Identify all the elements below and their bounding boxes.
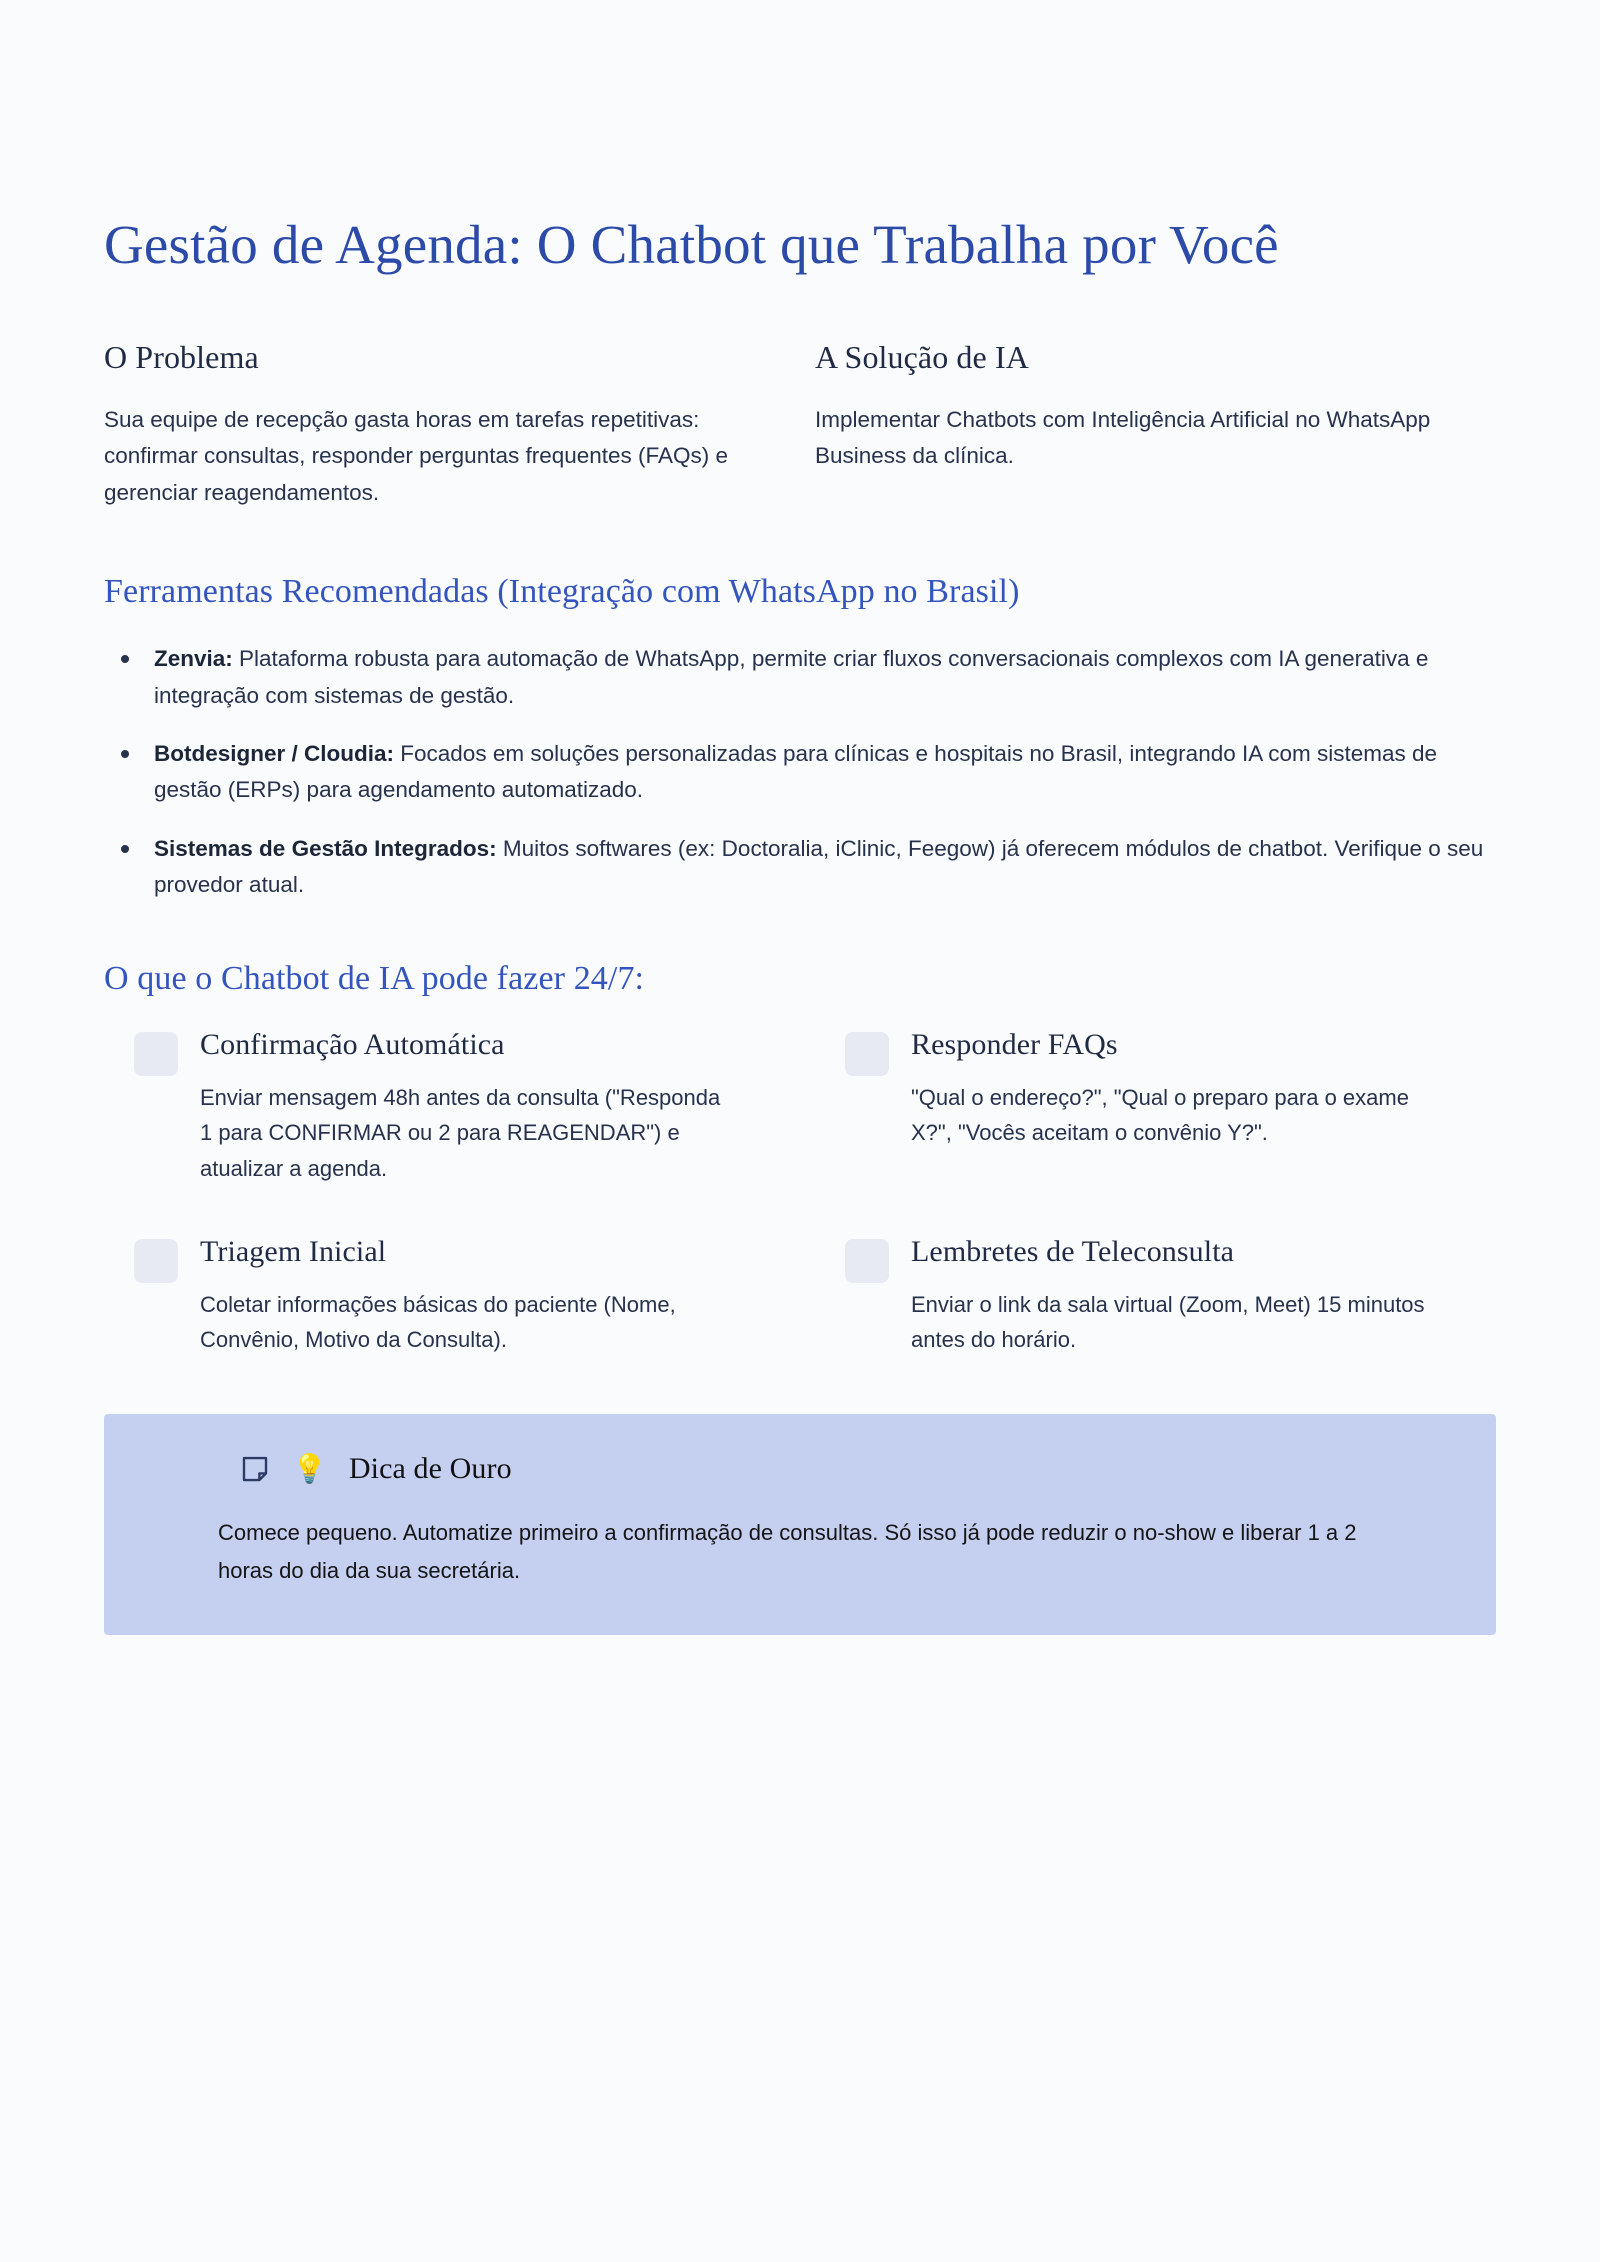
problem-text: Sua equipe de recepção gasta horas em tarefas repetitivas: confirmar consultas, responder perguntas frequentes (FAQs) e gerenciar reagendamentos.	[104, 406, 729, 505]
tools-list	[104, 641, 1496, 904]
capability-card	[104, 1028, 729, 1187]
placeholder-square-icon	[134, 1239, 178, 1283]
bullet-point-icon	[121, 845, 129, 853]
capability-card	[815, 1235, 1440, 1358]
capability-card-title: Lembretes de Teleconsulta	[911, 1234, 1235, 1268]
solution-heading: A Solução de IA	[815, 338, 1029, 375]
tool-description: Plataforma robusta para automação de WhatsApp, permite criar fluxos conversacionais complexos com IA generativa e integração com sistemas de gestão.	[154, 646, 1429, 708]
solution-text: Implementar Chatbots com Inteligência Artificial no WhatsApp Business da clínica.	[815, 406, 1431, 469]
placeholder-square-icon	[134, 1032, 178, 1076]
page-title: Gestão de Agenda: O Chatbot que Trabalha por Você	[104, 214, 1279, 275]
tool-name: Sistemas de Gestão Integrados:	[154, 835, 497, 861]
tip-callout-header	[48, 1452, 1456, 1486]
tools-section-heading: Ferramentas Recomendadas (Integração com WhatsApp no Brasil)	[104, 573, 1020, 611]
bullet-point-icon	[121, 655, 129, 663]
problem-column	[104, 339, 729, 511]
capability-card-title: Responder FAQs	[911, 1027, 1118, 1061]
tool-description: Focados em soluções personalizadas para clínicas e hospitais no Brasil, integrando IA com sistemas de gestão (ERPs) para agendamento automatizado.	[154, 740, 1438, 803]
placeholder-square-icon	[845, 1032, 889, 1076]
tip-callout	[104, 1414, 1496, 1635]
capability-card-description: Coletar informações básicas do paciente (Nome, Convênio, Motivo da Consulta).	[200, 1291, 676, 1353]
list-item	[104, 831, 1484, 904]
capability-card-description: "Qual o endereço?", "Qual o preparo para o exame X?", "Vocês aceitam o convênio Y?".	[911, 1084, 1409, 1146]
list-item	[104, 736, 1484, 809]
tip-callout-text: Comece pequeno. Automatize primeiro a confirmação de consultas. Só isso já pode reduzir o no-show e liberar 1 a 2 horas do dia da sua secretária.	[218, 1519, 1357, 1584]
capability-card	[815, 1028, 1440, 1187]
tool-name: Botdesigner / Cloudia:	[154, 740, 395, 766]
capability-card-description: Enviar mensagem 48h antes da consulta ("Responda 1 para CONFIRMAR ou 2 para REAGENDAR") e atualizar a agenda.	[200, 1084, 721, 1181]
list-item	[104, 641, 1484, 714]
bullet-point-icon	[121, 750, 129, 758]
tool-description: Muitos softwares (ex: Doctoralia, iClinic, Feegow) já oferecem módulos de chatbot. Verifique o seu provedor atual.	[154, 835, 1484, 898]
sticky-note-icon	[240, 1454, 270, 1484]
capabilities-section-heading: O que o Chatbot de IA pode fazer 24/7:	[104, 959, 645, 997]
capability-card-title: Confirmação Automática	[200, 1027, 505, 1061]
solution-column	[815, 339, 1440, 511]
lightbulb-icon: 💡	[292, 1452, 327, 1484]
capability-card-title: Triagem Inicial	[200, 1234, 387, 1268]
capability-card	[104, 1235, 729, 1358]
tip-callout-title: Dica de Ouro	[348, 1451, 512, 1485]
problem-heading: O Problema	[104, 338, 259, 375]
tool-name: Zenvia:	[154, 646, 233, 672]
placeholder-square-icon	[845, 1239, 889, 1283]
capability-card-description: Enviar o link da sala virtual (Zoom, Meet) 15 minutos antes do horário.	[911, 1291, 1425, 1353]
capabilities-card-grid	[104, 1028, 1496, 1358]
intro-two-column-section	[104, 339, 1496, 511]
